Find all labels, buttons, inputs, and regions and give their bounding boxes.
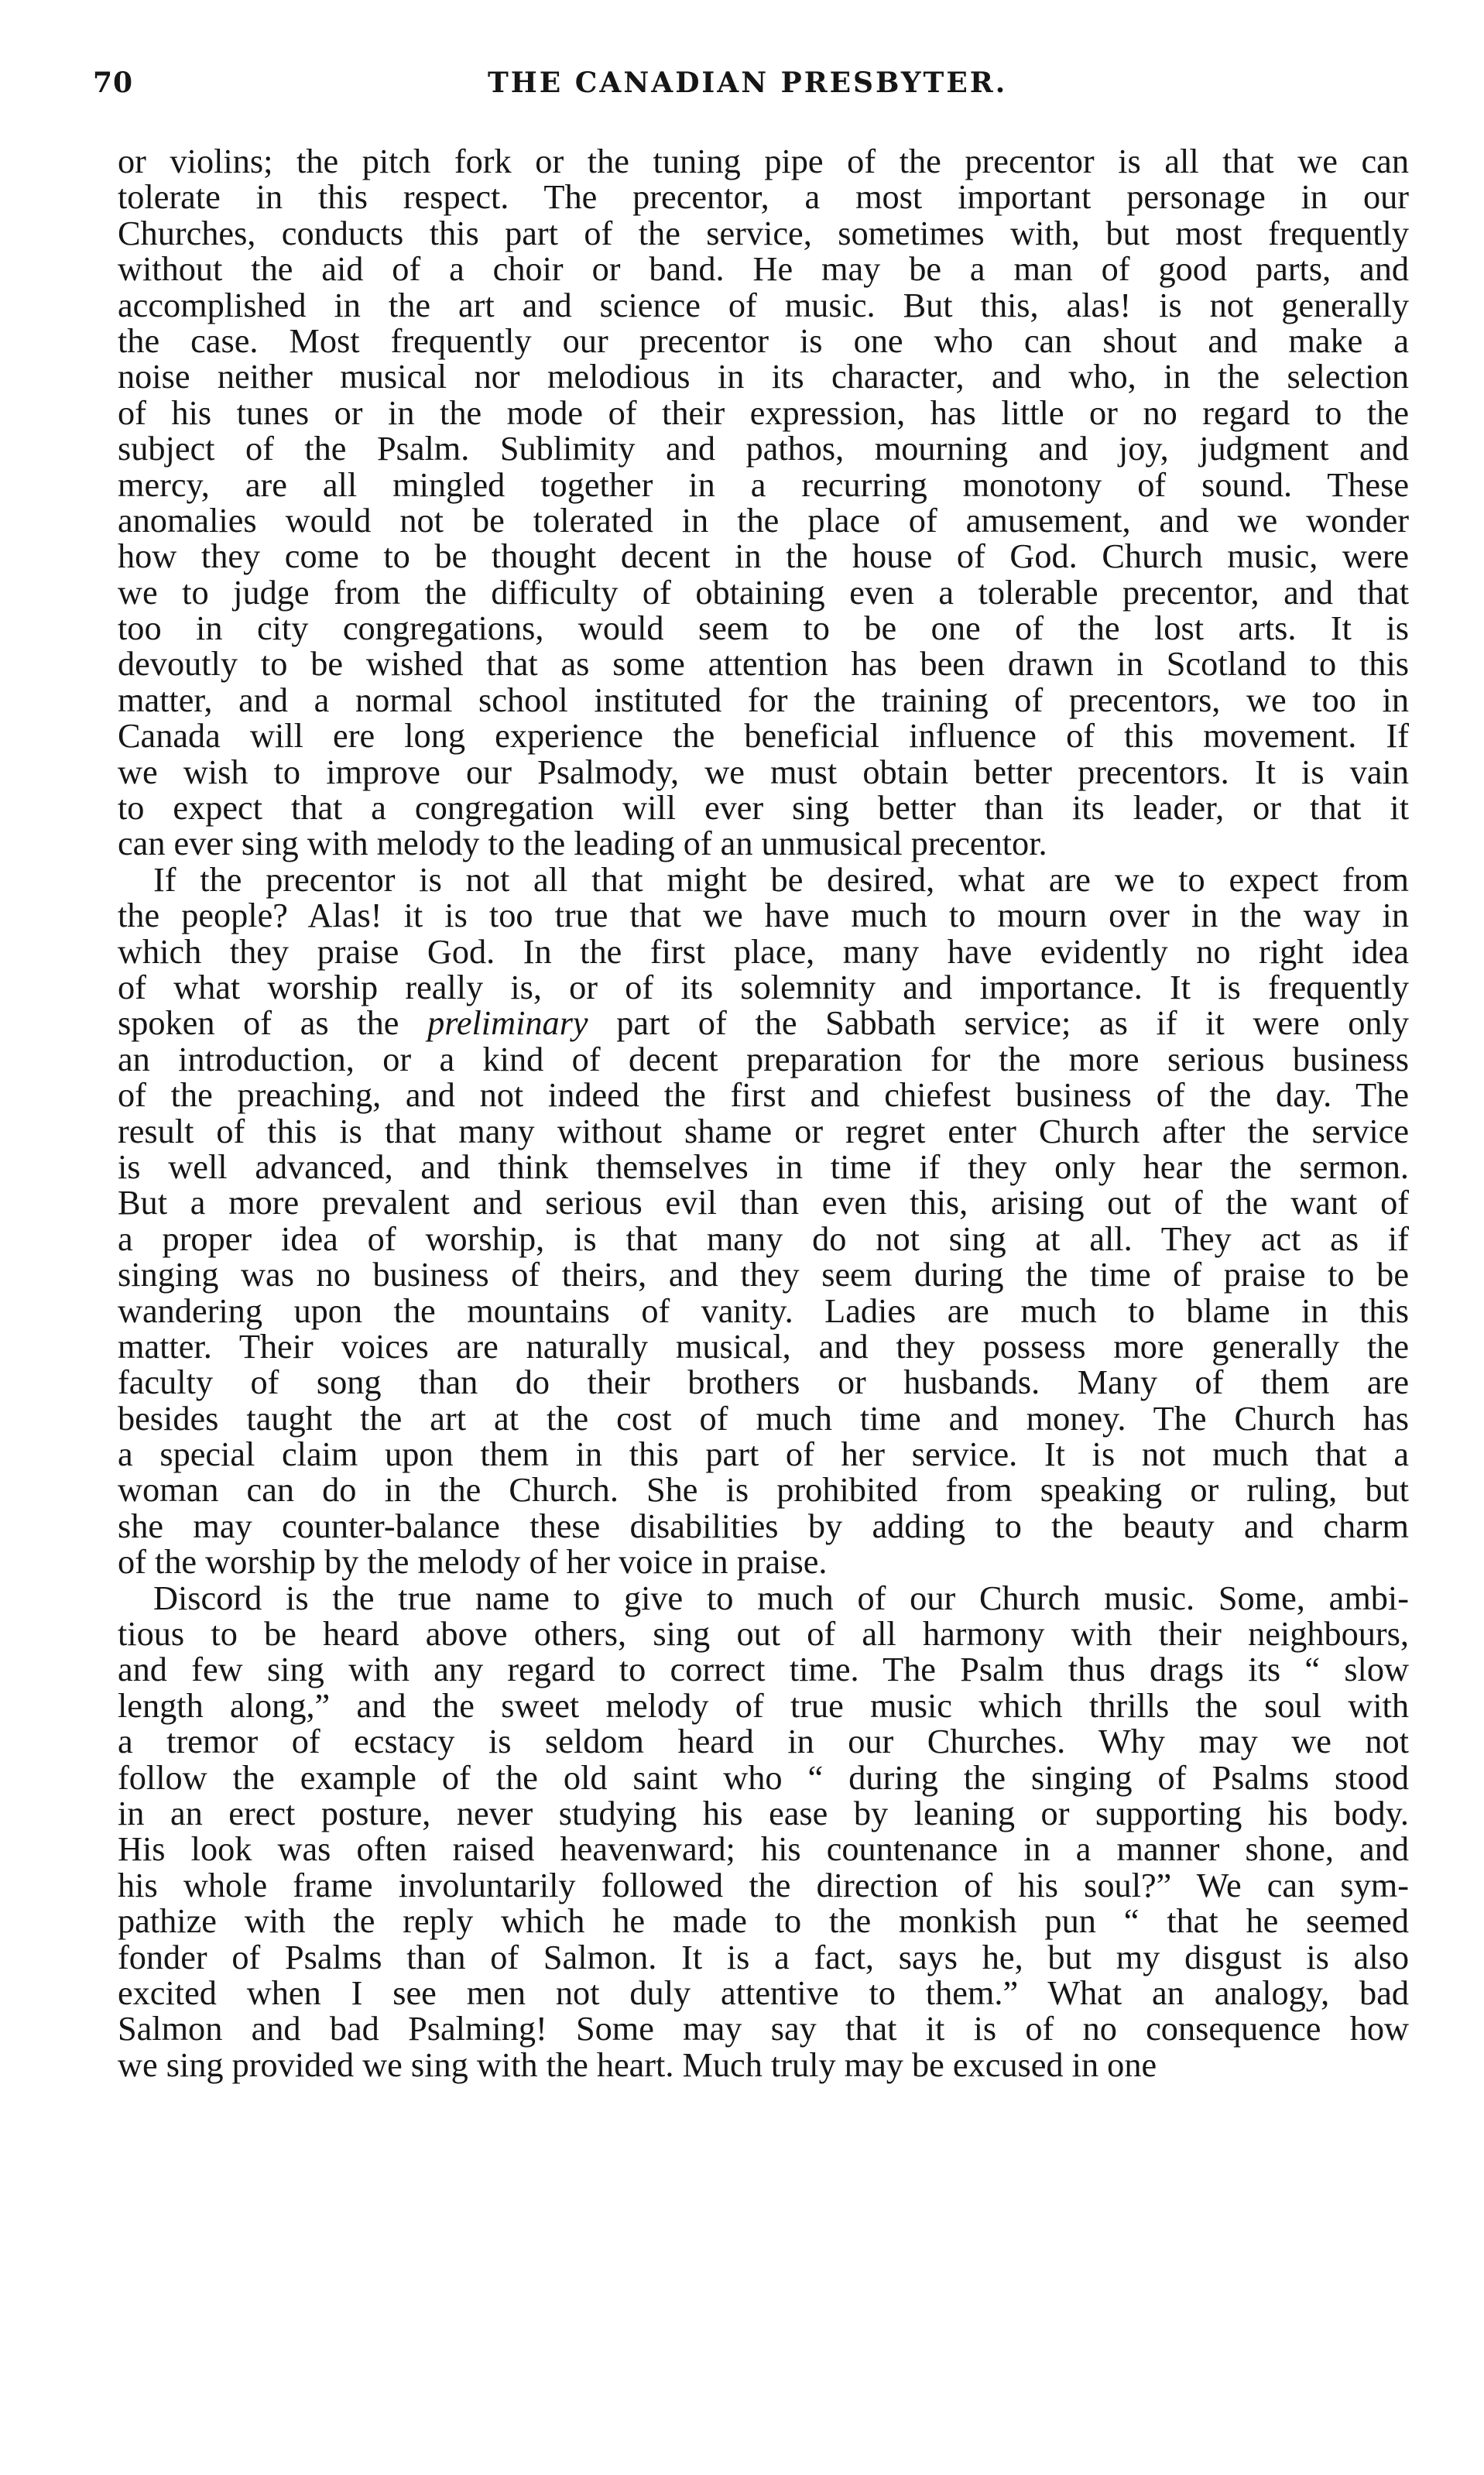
text-line: His look was often raised heavenward; his countenance in a manner shone, and <box>118 1830 1409 1869</box>
text-line: singing was no business of theirs, and they seem during the time of praise to be <box>118 1256 1409 1294</box>
text-line: mercy, are all mingled together in a recurring monotony of sound. These <box>118 465 1409 504</box>
text-line: a special claim upon them in this part of her service. It is not much that a <box>118 1435 1409 1474</box>
text-line: Salmon and bad Psalming! Some may say that it is of no consequence how <box>118 2010 1409 2048</box>
text-line: and few sing with any regard to correct time. The Psalm thus drags its “ slow <box>118 1651 1409 1689</box>
text-line: wandering upon the mountains of vanity. Ladies are much to blame in this <box>118 1291 1409 1330</box>
text-line: accomplished in the art and science of music. But this, alas! is not generally <box>118 286 1409 324</box>
text-line: devoutly to be wished that as some attention has been drawn in Scotland to this <box>118 645 1409 684</box>
text-line: we to judge from the difficulty of obtaining even a tolerable precentor, and that <box>118 573 1409 612</box>
text-line: his whole frame involuntarily followed the direction of his soul?” We can sym- <box>118 1866 1409 1904</box>
text-line: of the worship by the melody of her voice in praise. <box>118 1543 828 1582</box>
text-line: Discord is the true name to give to much of our Church music. Some, ambi- <box>153 1579 1409 1617</box>
text-line: without the aid of a choir or band. He may be a man of good parts, and <box>118 250 1409 289</box>
text-line: tolerate in this respect. The precentor, a most important personage in our <box>118 178 1409 217</box>
text-line: or violins; the pitch fork or the tuning pipe of the precentor is all that we can <box>118 142 1409 180</box>
paragraph <box>118 144 1409 862</box>
text-line: But a more prevalent and serious evil than even this, arising out of the want of <box>118 1184 1409 1222</box>
text-line: noise neither musical nor melodious in its character, and who, in the selection <box>118 358 1409 396</box>
text-line: Churches, conducts this part of the service, sometimes with, but most frequently <box>118 214 1409 252</box>
text-line: spoken of as the preliminary part of the Sabbath service; as if it were only <box>118 1004 1409 1043</box>
text-line: faculty of song than do their brothers or husbands. Many of them are <box>118 1363 1409 1402</box>
paragraph <box>118 1581 1409 2083</box>
text-line: Canada will ere long experience the beneficial influence of this movement. If <box>118 717 1409 756</box>
text-line: we sing provided we sing with the heart. Much truly may be excused in one <box>118 2045 1157 2084</box>
text-line: pathize with the reply which he made to the monkish pun “ that he seemed <box>118 1902 1409 1941</box>
text-line: anomalies would not be tolerated in the place of amusement, and we wonder <box>118 501 1409 540</box>
article-body <box>118 144 1409 2083</box>
text-line: follow the example of the old saint who “ during the singing of Psalms stood <box>118 1758 1409 1797</box>
text-line: fonder of Psalms than of Salmon. It is a fact, says he, but my disgust is also <box>118 1938 1409 1976</box>
text-line: tious to be heard above others, sing out of all harmony with their neighbours, <box>118 1615 1409 1654</box>
text-line: how they come to be thought decent in the house of God. Church music, were <box>118 537 1409 576</box>
text-line: excited when I see men not duly attentive to them.” What an analogy, bad <box>118 1973 1409 2012</box>
text-line: of what worship really is, or of its solemnity and importance. It is frequently <box>118 968 1409 1006</box>
emphasis: preliminary <box>427 1004 588 1043</box>
text-line: can ever sing with melody to the leading of an unmusical precentor. <box>118 824 1047 863</box>
text-line: we wish to improve our Psalmody, we must obtain better precentors. It is vain <box>118 752 1409 791</box>
page-number: 70 <box>93 67 134 99</box>
text-line: of the preaching, and not indeed the first and chiefest business of the day. The <box>118 1076 1409 1115</box>
text-line: the people? Alas! it is too true that we have much to mourn over in the way in <box>118 896 1409 935</box>
text-line: of his tunes or in the mode of their expression, has little or no regard to the <box>118 393 1409 432</box>
text-line: in an erect posture, never studying his ease by leaning or supporting his body. <box>118 1794 1409 1832</box>
text-line: woman can do in the Church. She is prohibited from speaking or ruling, but <box>118 1471 1409 1510</box>
text-line: a proper idea of worship, is that many do not sing at all. They act as if <box>118 1219 1409 1258</box>
text-line: an introduction, or a kind of decent preparation for the more serious business <box>118 1040 1409 1078</box>
text-line: matter, and a normal school instituted for the training of precentors, we too in <box>118 680 1409 719</box>
text-line: result of this is that many without shame or regret enter Church after the service <box>118 1112 1409 1150</box>
text-line: subject of the Psalm. Sublimity and pathos, mourning and joy, judgment and <box>118 430 1409 468</box>
text-line: which they praise God. In the first place, many have evidently no right idea <box>118 932 1409 971</box>
page-header <box>93 67 1409 113</box>
text-line: If the precentor is not all that might be desired, what are we to expect from <box>153 860 1409 899</box>
text-line: too in city congregations, would seem to be one of the lost arts. It is <box>118 609 1409 648</box>
paragraph <box>118 862 1409 1581</box>
text-line: is well advanced, and think themselves in time if they only hear the sermon. <box>118 1147 1409 1186</box>
text-line: matter. Their voices are naturally musical, and they possess more generally the <box>118 1327 1409 1366</box>
running-title: THE CANADIAN PRESBYTER. <box>488 67 1008 99</box>
text-line: she may counter-balance these disabilities by adding to the beauty and charm <box>118 1507 1409 1545</box>
text-line: besides taught the art at the cost of much time and money. The Church has <box>118 1399 1409 1438</box>
text-line: the case. Most frequently our precentor is one who can shout and make a <box>118 321 1409 360</box>
text-line: to expect that a congregation will ever sing better than its leader, or that it <box>118 789 1409 828</box>
text-line: length along,” and the sweet melody of true music which thrills the soul with <box>118 1686 1409 1725</box>
text-line: a tremor of ecstacy is seldom heard in our Churches. Why may we not <box>118 1723 1409 1761</box>
